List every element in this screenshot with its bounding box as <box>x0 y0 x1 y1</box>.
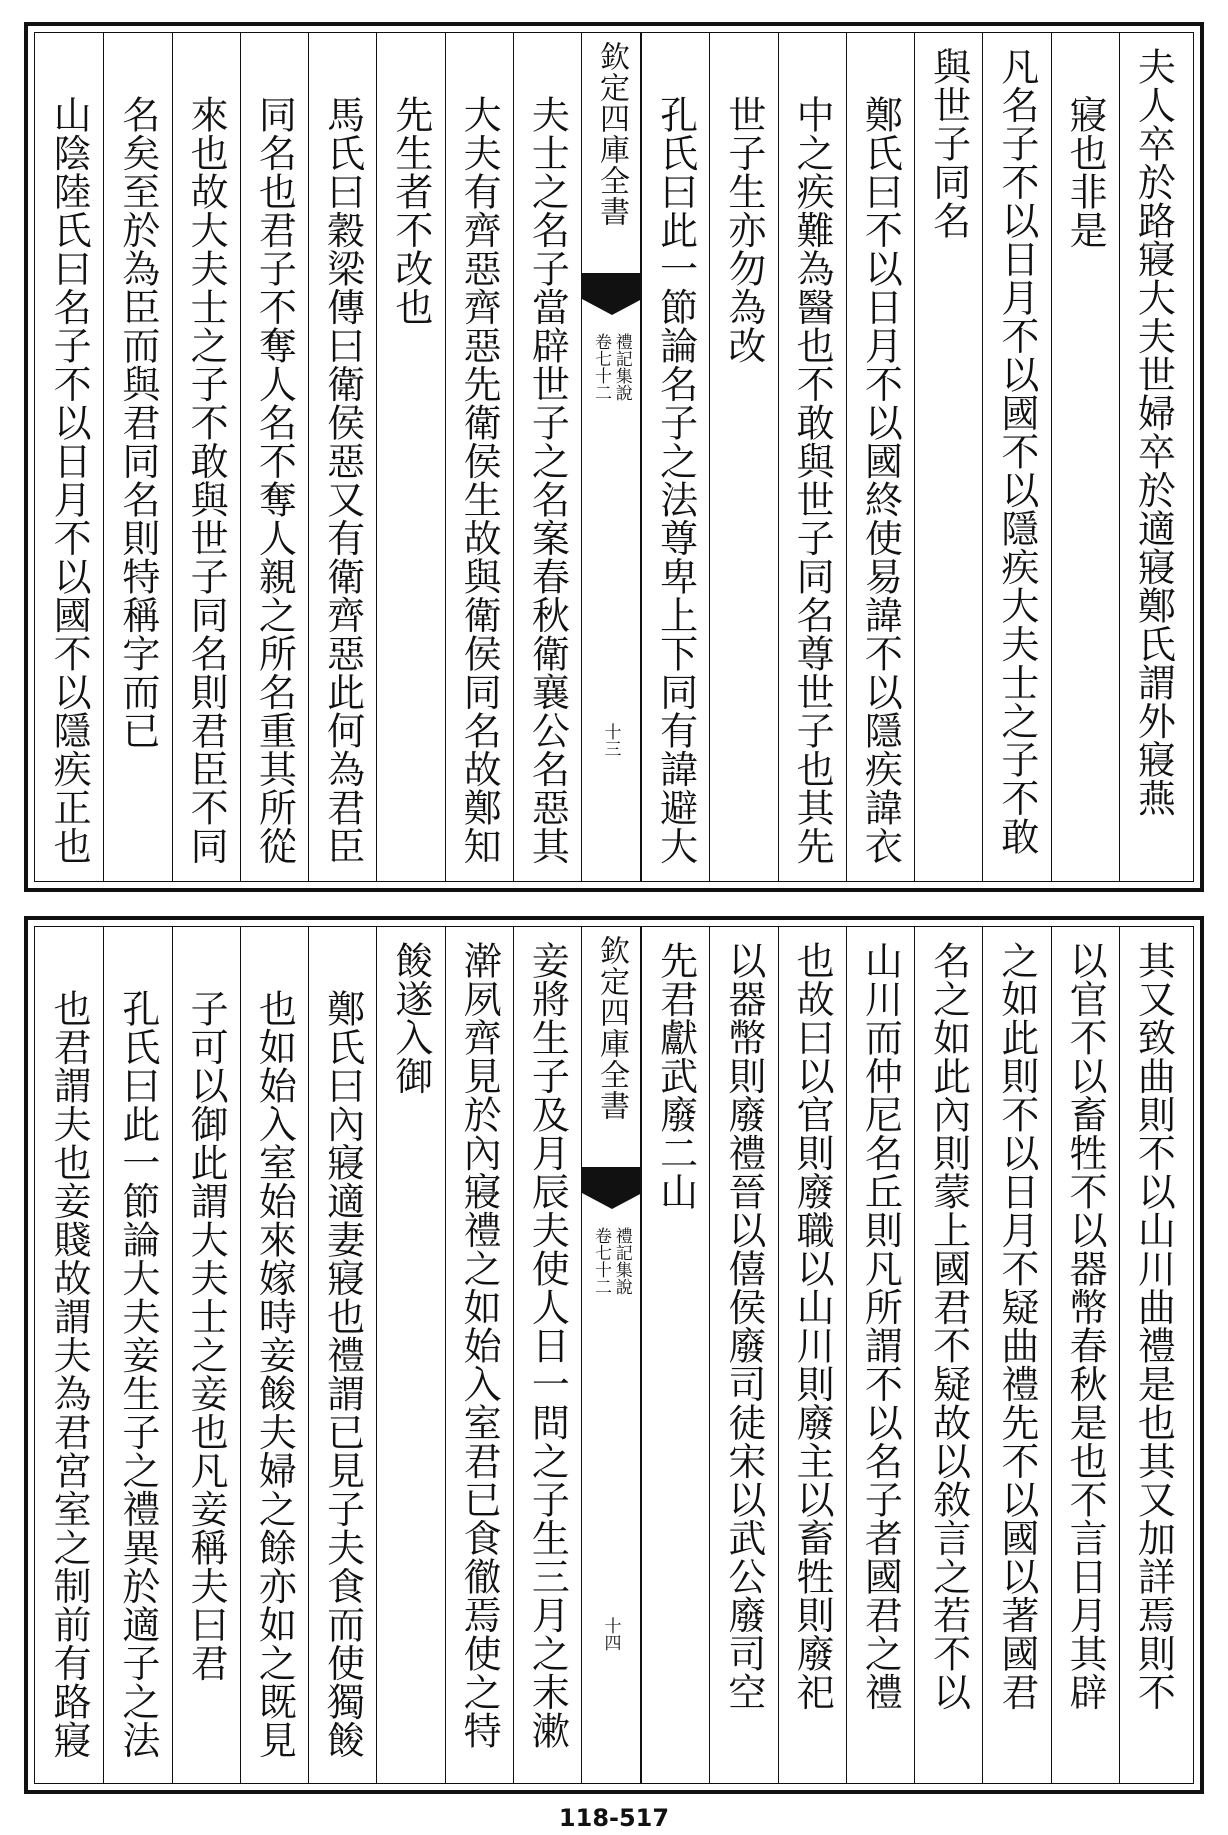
text-column <box>914 33 982 881</box>
book-title: 禮記集說 <box>611 1227 632 1295</box>
text-column <box>641 33 709 881</box>
text-column <box>240 927 308 1783</box>
center-fold <box>581 927 641 1783</box>
column-text: 孔氏曰此一節論大夫妾生子之禮異於適子之法 <box>115 989 160 1759</box>
column-text: 之如此則不以日月不疑曲禮先不以國以著國君 <box>994 941 1039 1711</box>
column-text: 其又致曲則不以山川曲禮是也其又加詳焉則不 <box>1131 941 1176 1711</box>
column-text: 也故曰以官則廢職以山川則廢主以畜牲則廢祀 <box>790 941 835 1711</box>
text-column <box>103 33 171 881</box>
column-text: 馬氏曰穀梁傳曰衛侯惡又有衛齊惡此何為君臣 <box>320 95 365 865</box>
upper-page <box>24 22 1204 892</box>
column-text: 澣夙齊見於內寢禮之如始入室君已食徹焉使之特 <box>457 941 502 1750</box>
column-text: 也君謂夫也妾賤故謂夫為君宮室之制前有路寢 <box>47 989 92 1759</box>
fishtail-mark <box>582 273 640 299</box>
catalog-title: 欽定四庫全書 <box>594 41 629 227</box>
volume-number: 卷七十二 <box>591 333 611 401</box>
text-column <box>1051 33 1119 881</box>
volume-number: 卷七十二 <box>591 1227 611 1295</box>
page-label: 118-517 <box>558 1804 670 1832</box>
text-column <box>982 33 1050 881</box>
text-column <box>308 927 376 1783</box>
column-text: 山陰陸氏曰名子不以日月不以國不以隱疾正也 <box>47 95 92 865</box>
column-text: 來也故大夫士之子不敢與世子同名則君臣不同 <box>184 95 229 865</box>
column-text: 妾將生子及月辰夫使人日一問之子生三月之末漱 <box>525 941 570 1750</box>
text-column <box>35 33 103 881</box>
column-text: 名之如此內則蒙上國君不疑故以敘言之若不以 <box>926 941 971 1711</box>
fold-meta <box>591 333 630 401</box>
column-text: 鄭氏曰內寢適妻寢也禮謂已見子夫食而使獨餕 <box>320 989 365 1759</box>
text-column <box>445 927 513 1783</box>
fishtail-mark <box>582 1167 640 1193</box>
text-column <box>240 33 308 881</box>
text-column <box>709 927 777 1783</box>
column-text: 名矣至於為臣而與君同名則特稱字而已 <box>115 95 160 750</box>
text-column <box>35 927 103 1783</box>
text-column <box>778 927 846 1783</box>
column-text: 夫人卒於路寢大夫世婦卒於適寢鄭氏謂外寢燕 <box>1131 47 1176 817</box>
text-column <box>846 33 914 881</box>
column-text: 以器幣則廢禮晉以僖侯廢司徒宋以武公廢司空 <box>721 941 766 1711</box>
column-text: 同名也君子不奪人名不奪人親之所名重其所從 <box>252 95 297 865</box>
text-column <box>982 927 1050 1783</box>
text-column <box>103 927 171 1783</box>
fold-meta <box>591 1227 630 1295</box>
column-text: 餕遂入御 <box>388 941 433 1095</box>
column-text: 大夫有齊惡齊惡先衛侯生故與衛侯同名故鄭知 <box>457 95 502 865</box>
text-column <box>376 33 444 881</box>
column-text: 先君獻武廢二山 <box>653 941 698 1211</box>
column-text: 夫士之名子當辟世子之名案春秋衛襄公名惡其 <box>525 95 570 865</box>
text-column <box>513 33 581 881</box>
text-column <box>709 33 777 881</box>
column-text: 山川而仲尼名丘則凡所謂不以名子者國君之禮 <box>858 941 903 1711</box>
catalog-title: 欽定四庫全書 <box>594 935 629 1121</box>
upper-text-frame <box>34 32 1194 882</box>
column-text: 孔氏曰此一節論名子之法尊卑上下同有諱避大 <box>653 95 698 865</box>
column-text: 中之疾難為醫也不敢與世子同名尊世子也其先 <box>790 95 835 865</box>
column-text: 子可以御此謂大夫士之妾也凡妾稱夫曰君 <box>184 989 229 1682</box>
text-column <box>641 927 709 1783</box>
column-text: 先生者不改也 <box>388 95 433 326</box>
text-column <box>1051 927 1119 1783</box>
text-column <box>172 33 240 881</box>
text-column <box>513 927 581 1783</box>
lower-text-frame <box>34 926 1194 1784</box>
leaf-number: 十四 <box>600 1617 621 1651</box>
text-column <box>1119 33 1187 881</box>
column-text: 也如始入室始來嫁時妾餕夫婦之餘亦如之既見 <box>252 989 297 1759</box>
lower-page <box>24 916 1204 1794</box>
book-title: 禮記集說 <box>611 333 632 401</box>
text-column <box>1119 927 1187 1783</box>
column-text: 鄭氏曰不以日月不以國終使易諱不以隱疾諱衣 <box>858 95 903 865</box>
column-text: 寢也非是 <box>1063 95 1108 249</box>
text-column <box>376 927 444 1783</box>
leaf-number: 十三 <box>600 723 621 757</box>
text-column <box>308 33 376 881</box>
column-text: 以官不以畜牲不以器幣春秋是也不言日月其辟 <box>1063 941 1108 1711</box>
text-column <box>445 33 513 881</box>
column-text: 世子生亦勿為改 <box>721 95 766 365</box>
column-text: 凡名子不以日月不以國不以隱疾大夫士之子不敢 <box>994 47 1039 856</box>
center-fold <box>581 33 641 881</box>
text-column <box>778 33 846 881</box>
column-text: 與世子同名 <box>926 47 971 240</box>
text-column <box>914 927 982 1783</box>
text-column <box>172 927 240 1783</box>
text-column <box>846 927 914 1783</box>
